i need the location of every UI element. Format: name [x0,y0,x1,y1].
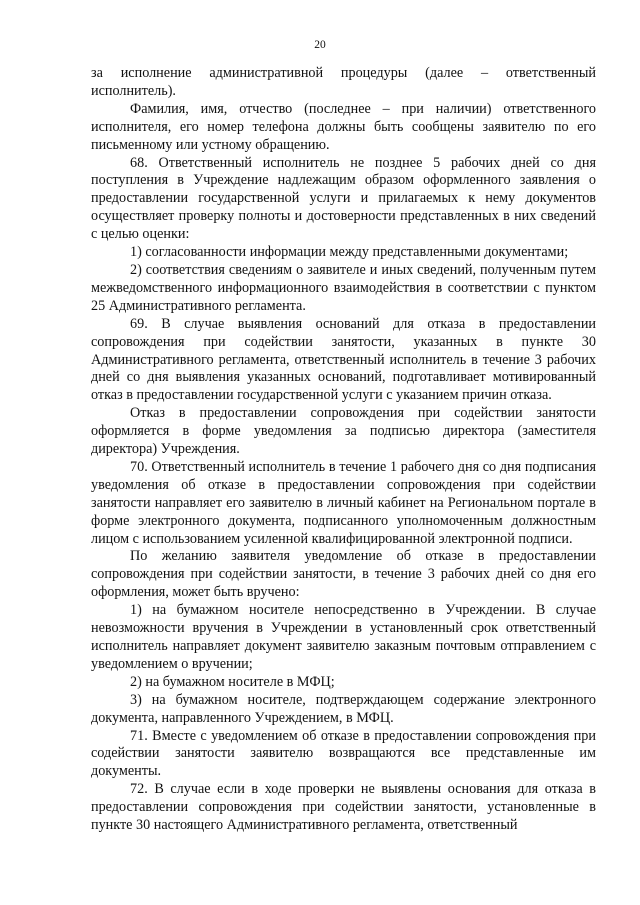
page-number: 20 [314,39,326,51]
paragraph: 3) на бумажном носителе, подтверждающем содержание электронного документа, направленного Учреждением, в МФЦ. [91,691,596,726]
paragraph: 71. Вместе с уведомлением об отказе в предоставлении сопровождения при содействии занятости заявителю возвращаются все представленные им документы. [91,727,596,780]
paragraph: 70. Ответственный исполнитель в течение 1 рабочего дня со дня подписания уведомления об отказе в предоставлении сопровождения при содействии занятости направляет его заявителю в личный кабинет на Региональном портале в форме электронного документа, подписанного уполномоченным должностным лицом с использованием усиленной квалифицированной электронной подписи. [91,458,596,547]
paragraph: 1) на бумажном носителе непосредственно в Учреждении. В случае невозможности вручения в Учреждении в установленный срок ответственный исполнитель направляет документ заявителю заказным почтовым отправлением с уведомлением о вручении; [91,602,596,672]
paragraph: 68. Ответственный исполнитель не позднее 5 рабочих дней со дня поступления в Учреждение надлежащим образом оформленного заявления о предоставлении государственной услуги и прилагаемых к нему документов осуществляет проверку полноты и достоверности представленных в них сведений с целью оценки: [91,154,596,243]
paragraph: 2) на бумажном носителе в МФЦ; [130,673,335,690]
paragraph: Фамилия, имя, отчество (последнее – при наличии) ответственного исполнителя, его номер телефона должны быть сообщены заявителю по его письменному или устному обращению. [91,100,596,153]
paragraph: 72. В случае если в ходе проверки не выявлены основания для отказа в предоставлении сопровождения при содействии занятости, установленные в пункте 30 настоящего Административного регламента, ответственный [91,781,596,834]
paragraph: 2) соответствия сведениям о заявителе и иных сведений, полученным путем межведомственного информационного взаимодействия в соответствии с пунктом 25 Административного регламента. [91,261,596,314]
paragraph: 1) согласованности информации между представленными документами; [130,244,569,261]
document-body [91,65,596,835]
paragraph: Отказ в предоставлении сопровождения при содействии занятости оформляется в форме уведомления за подписью директора (заместителя директора) Учреждения. [91,405,596,458]
paragraph: По желанию заявителя уведомление об отказе в предоставлении сопровождения при содействии занятости, в течение 3 рабочих дней со дня его оформления, может быть вручено: [91,548,596,601]
paragraph: 69. В случае выявления оснований для отказа в предоставлении сопровождения при содействии занятости, указанных в пункте 30 Административного регламента, ответственный исполнитель в течение 3 рабочих дней со дня выявления указанных оснований, подготавливает мотивированный отказ в предоставлении государственной услуги с указанием причин отказа. [91,315,596,404]
paragraph: за исполнение административной процедуры (далее – ответственный исполнитель). [91,65,596,99]
